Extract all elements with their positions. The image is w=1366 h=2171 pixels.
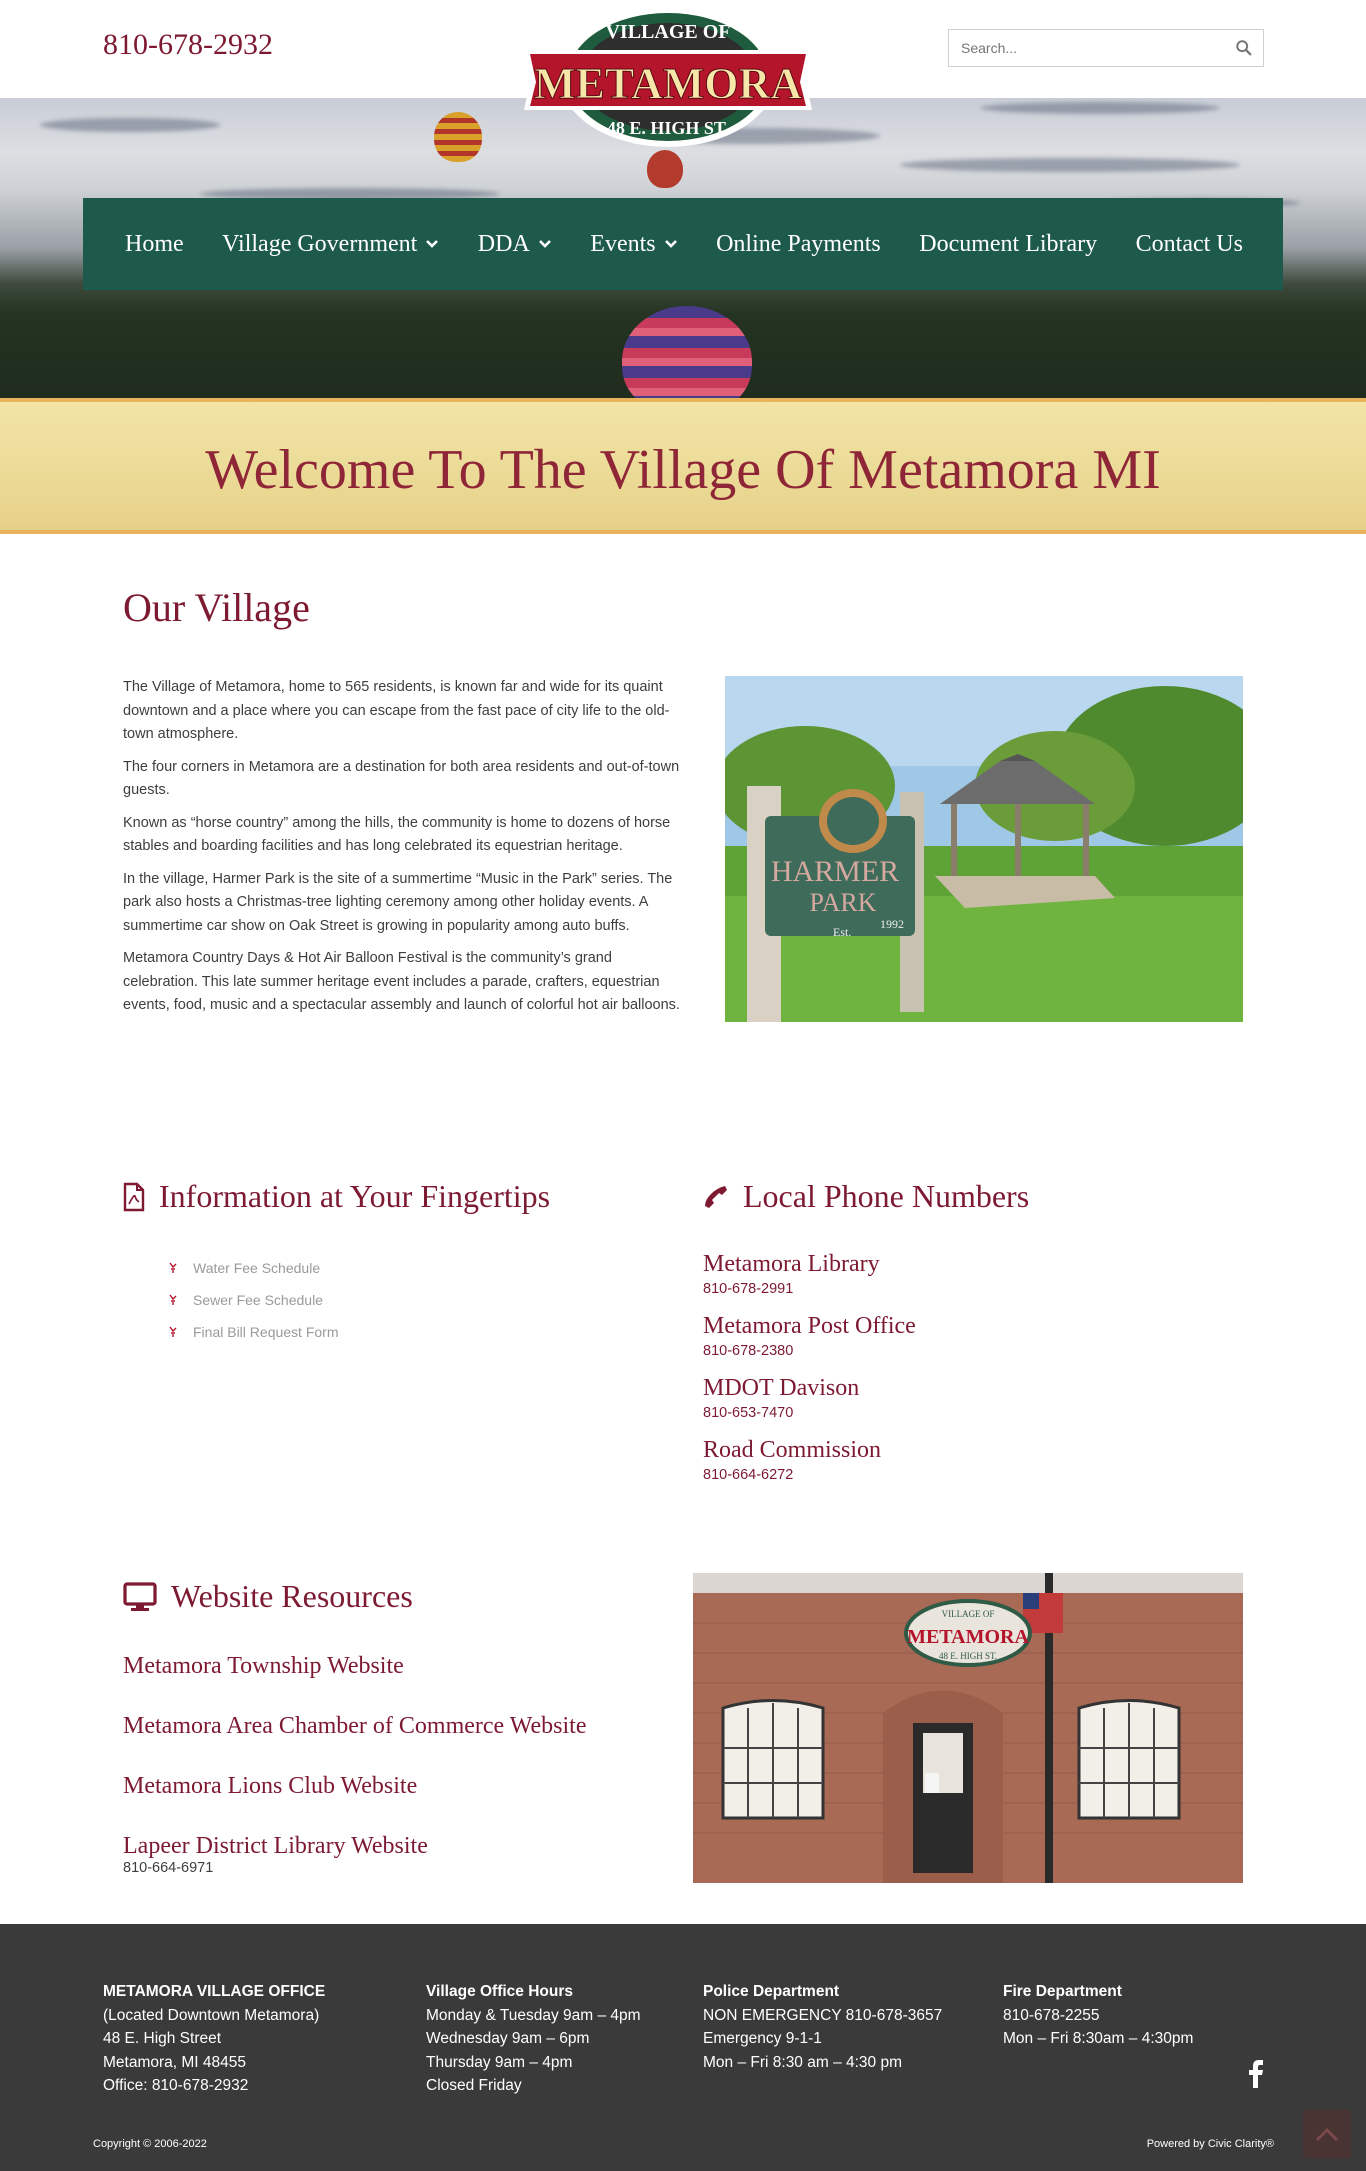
phone-entry-number[interactable]: 810-678-2991 — [703, 1281, 794, 1297]
welcome-banner — [0, 398, 1366, 534]
our-village-paragraph: The Village of Metamora, home to 565 residents, is known far and wide for its quaint downtown and a place where you can escape from the fast pace of city life to the old-town atmosphere. — [123, 679, 670, 742]
document-list — [168, 1252, 339, 1348]
logo-address: 48 E. HIGH ST. — [606, 118, 730, 138]
info-title-text: Information at Your Fingertips — [159, 1178, 551, 1214]
our-village-paragraph: In the village, Harmer Park is the site of a summertime “Music in the Park” series. The park also hosts a Christmas-tree lighting ceremony among other holiday events. A summertime car show on Oak Street is growing in popularity among auto buffs. — [123, 870, 673, 934]
chevron-down-icon — [425, 237, 439, 251]
footer-hours-line: Wednesday 9am – 6pm — [426, 2030, 590, 2047]
document-link-label: Final Bill Request Form — [193, 1324, 339, 1340]
welcome-title: Welcome To The Village Of Metamora MI — [205, 439, 1161, 501]
phone-list — [703, 1250, 1223, 1498]
building-sign-name: METAMORA — [907, 1626, 1029, 1648]
footer-police-line: Mon – Fri 8:30 am – 4:30 pm — [703, 2053, 903, 2071]
footer-office — [103, 1980, 325, 2098]
our-village-paragraph: The four corners in Metamora are a destination for both area residents and out-of-town guests. — [123, 758, 680, 798]
footer-hours-line: Closed Friday — [426, 2077, 522, 2094]
logo-top-text: VILLAGE OF — [605, 21, 731, 43]
header-phone[interactable]: 810-678-2932 — [103, 28, 273, 61]
powered-by[interactable]: Powered by Civic Clarity® — [1146, 2138, 1274, 2150]
resources-title-text: Website Resources — [171, 1578, 413, 1614]
balloon-image — [647, 150, 683, 188]
footer-hours — [426, 1980, 641, 2098]
nav-item-label: Online Payments — [716, 230, 881, 257]
footer-office-line: (Located Downtown Metamora) — [103, 2006, 320, 2024]
monitor-icon — [123, 1582, 157, 1612]
nav-item-village-government[interactable] — [222, 231, 439, 258]
nav-item-label: Home — [125, 230, 184, 257]
footer-fire-heading: Fire Department — [1003, 1983, 1122, 2000]
footer-hours-line: Monday & Tuesday 9am – 4pm — [426, 2006, 641, 2024]
our-village-paragraph: Metamora Country Days & Hot Air Balloon Festival is the community’s grand celebration. This late summer heritage event includes a parade, crafters, equestrian events, food, music and a spectacular assembly and launch of colorful hot air balloons. — [123, 950, 680, 1013]
pdf-icon — [168, 1326, 178, 1338]
resource-link[interactable]: Lapeer District Library Website — [123, 1833, 428, 1859]
back-to-top-button[interactable] — [1303, 2110, 1351, 2158]
nav-item-label: Document Library — [919, 230, 1098, 257]
library-phone[interactable]: 810-664-6971 — [123, 1860, 214, 1876]
footer — [0, 1924, 1366, 2171]
metamora-logo[interactable] — [514, 2, 822, 152]
nav-item-contact-us[interactable] — [1136, 231, 1243, 258]
phone-icon — [703, 1184, 729, 1210]
building-sign-top: VILLAGE OF — [941, 1609, 995, 1619]
chevron-down-icon — [538, 237, 552, 251]
resources-heading — [123, 1578, 413, 1615]
phone-entry-number[interactable]: 810-664-6272 — [703, 1467, 794, 1483]
phone-entry-number[interactable]: 810-653-7470 — [703, 1405, 794, 1421]
park-sign-line2: PARK — [809, 888, 877, 917]
footer-police — [703, 1980, 942, 2074]
footer-fire — [1003, 1980, 1193, 2051]
document-link[interactable] — [168, 1316, 339, 1348]
resource-list — [123, 1650, 683, 1876]
footer-office-line: 48 E. High Street — [103, 2030, 222, 2047]
resource-link[interactable]: Metamora Area Chamber of Commerce Website — [123, 1713, 587, 1739]
footer-police-heading: Police Department — [703, 1983, 840, 2000]
pdf-icon — [168, 1294, 178, 1306]
nav-item-events[interactable] — [590, 231, 677, 258]
facebook-icon[interactable] — [1244, 2058, 1266, 2088]
our-village-paragraph: Known as “horse country” among the hills, the community is home to dozens of horse stables and boarding facilities and has long celebrated its equestrian heritage. — [123, 814, 671, 854]
main-navigation — [83, 198, 1283, 290]
search-box[interactable] — [948, 29, 1264, 67]
balloon-image — [622, 306, 752, 398]
nav-item-label: Events — [590, 230, 656, 257]
document-link[interactable] — [168, 1284, 339, 1316]
pdf-file-icon — [123, 1182, 145, 1212]
park-sign-year: 1992 — [880, 917, 904, 931]
phones-heading — [703, 1178, 1029, 1215]
footer-fire-line[interactable]: 810-678-2255 — [1003, 2006, 1100, 2024]
footer-police-line: Emergency 9-1-1 — [703, 2030, 822, 2047]
phone-entry-number[interactable]: 810-678-2380 — [703, 1343, 794, 1359]
nav-item-label: DDA — [477, 230, 530, 257]
our-village-text — [123, 676, 683, 1027]
info-heading — [123, 1178, 550, 1215]
nav-item-label: Village Government — [222, 230, 418, 257]
nav-item-label: Contact Us — [1135, 230, 1243, 257]
footer-hours-line: Thursday 9am – 4pm — [426, 2053, 573, 2071]
phone-entry-name: Road Commission — [703, 1437, 882, 1463]
footer-office-phone[interactable]: Office: 810-678-2932 — [103, 2077, 249, 2094]
resource-link[interactable]: Metamora Lions Club Website — [123, 1773, 418, 1799]
nav-item-home[interactable] — [125, 231, 184, 258]
village-office-photo — [693, 1573, 1243, 1883]
search-input[interactable] — [949, 30, 1219, 66]
nav-item-document-library[interactable] — [919, 231, 1097, 258]
resource-link[interactable]: Metamora Township Website — [123, 1653, 404, 1679]
logo-name: METAMORA — [533, 59, 803, 108]
nav-item-online-payments[interactable] — [716, 231, 881, 258]
footer-fire-line: Mon – Fri 8:30am – 4:30pm — [1003, 2030, 1194, 2047]
footer-office-line: Metamora, MI 48455 — [103, 2053, 247, 2071]
balloon-image — [434, 112, 482, 162]
footer-police-line[interactable]: NON EMERGENCY 810-678-3657 — [703, 2006, 943, 2024]
harmer-park-photo — [725, 676, 1243, 1022]
footer-hours-heading: Village Office Hours — [426, 1983, 574, 2000]
our-village-heading: Our Village — [123, 585, 310, 630]
document-link[interactable] — [168, 1252, 339, 1284]
chevron-down-icon — [664, 237, 678, 251]
footer-office-heading: METAMORA VILLAGE OFFICE — [103, 1983, 326, 2000]
document-link-label: Sewer Fee Schedule — [193, 1292, 323, 1308]
phone-entry-name: Metamora Post Office — [703, 1313, 916, 1339]
building-sign-address: 48 E. HIGH ST. — [938, 1651, 998, 1661]
phone-entry-name: Metamora Library — [703, 1251, 880, 1277]
search-icon[interactable] — [1235, 39, 1253, 57]
chevron-up-icon — [1303, 2110, 1351, 2158]
phones-title-text: Local Phone Numbers — [743, 1178, 1030, 1214]
copyright: Copyright © 2006-2022 — [93, 2138, 207, 2150]
park-sign-line1: HARMER — [770, 855, 900, 888]
nav-item-dda[interactable] — [478, 231, 552, 258]
park-sign-est: Est. — [833, 925, 852, 939]
pdf-icon — [168, 1262, 178, 1274]
phone-entry-name: MDOT Davison — [703, 1375, 860, 1401]
document-link-label: Water Fee Schedule — [193, 1260, 321, 1276]
